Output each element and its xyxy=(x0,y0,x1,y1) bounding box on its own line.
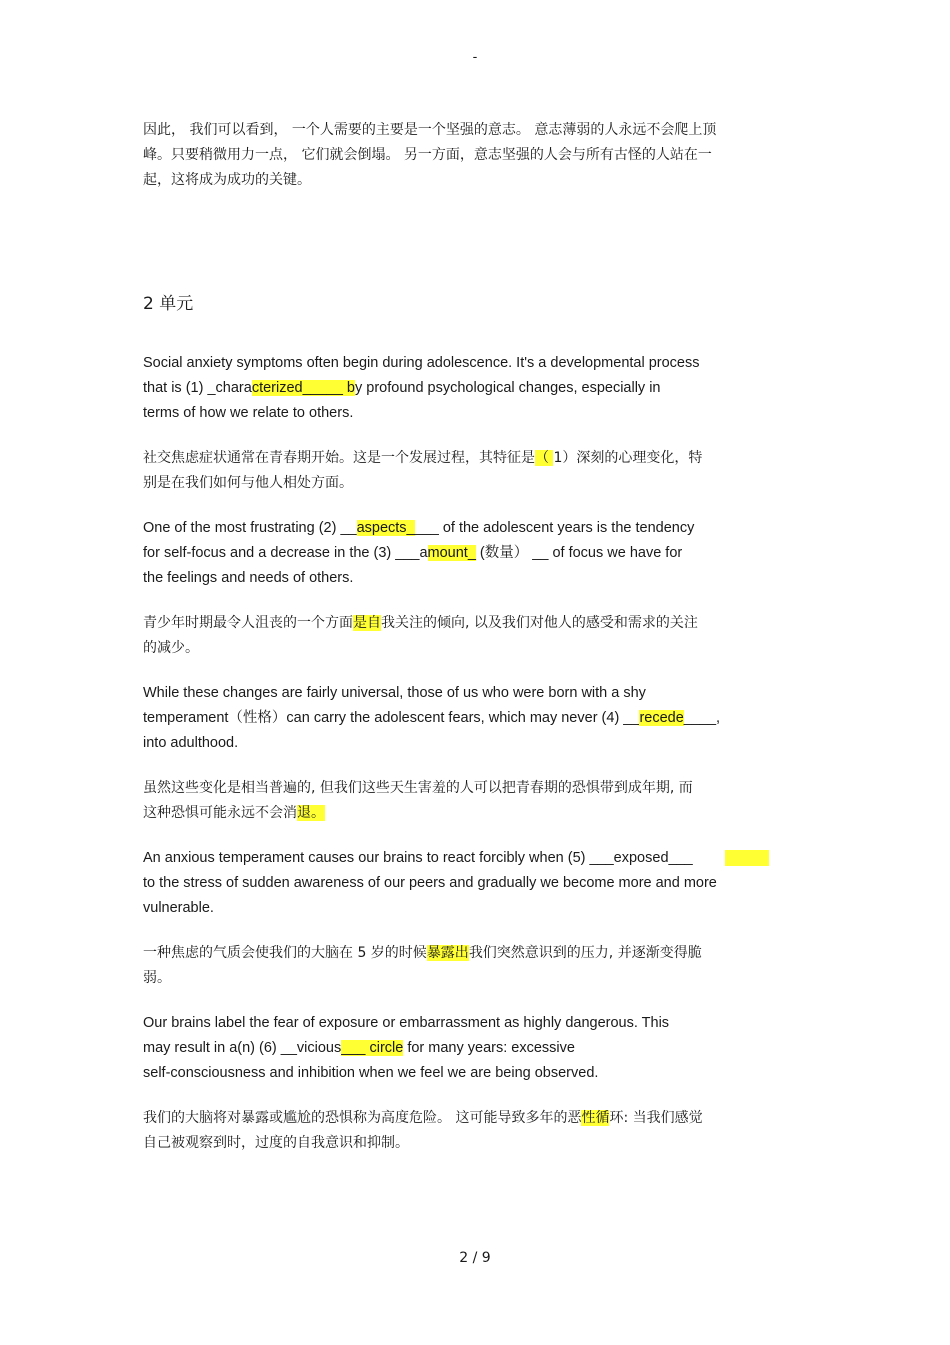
text-line: the feelings and needs of others. xyxy=(143,570,354,586)
text-run: 社交焦虑症状通常在青春期开始。这是一个发展过程，其特征是 xyxy=(143,450,535,466)
text-line: Our brains label the fear of exposure or embarrassment as highly dangerous. This xyxy=(143,1015,670,1031)
text-line: 虽然这些变化是相当普遍的, 但我们这些天生害羞的人可以把青春期的恐惧带到成年期, 而 xyxy=(143,780,693,796)
text-run: One of the most frustrating (2) __ xyxy=(143,520,357,536)
text-run: for self-focus and a decrease in the (3) ___a xyxy=(143,545,428,561)
highlight-zh-1: （ xyxy=(535,450,554,466)
paragraph-3-en xyxy=(143,681,808,756)
highlight-zh-4: 暴露出 xyxy=(426,945,469,961)
highlight-answer-1: cterized_____ b xyxy=(251,380,355,396)
text-run: for many years: excessive xyxy=(403,1040,575,1056)
intro-paragraph-zh xyxy=(143,118,808,193)
text-line: vulnerable. xyxy=(143,900,214,916)
highlight-zh-2: 是自 xyxy=(353,615,381,631)
text-run: (数量） __ of focus we have for xyxy=(475,545,683,561)
paragraph-1-en xyxy=(143,351,808,426)
text-line: 峰。只要稍微用力一点， 它们就会倒塌。 另一方面，意志坚强的人会与所有古怪的人站在一 xyxy=(143,147,712,163)
text-line: into adulthood. xyxy=(143,735,239,751)
text-run: 环: 当我们感觉 xyxy=(609,1110,703,1126)
text-line: self-consciousness and inhibition when we feel we are being observed. xyxy=(143,1065,599,1081)
text-line: 起，这将成为成功的关键。 xyxy=(143,172,311,188)
paragraph-2-zh xyxy=(143,611,808,661)
text-line: 的减少。 xyxy=(143,640,199,656)
highlight-answer-3: mount_ xyxy=(427,545,476,561)
text-line: Social anxiety symptoms often begin during adolescence. It's a developmental process xyxy=(143,355,700,371)
paragraph-5-en xyxy=(143,1011,808,1086)
highlight-zh-3: 退。 xyxy=(297,805,325,821)
text-run: 青少年时期最令人沮丧的一个方面 xyxy=(143,615,353,631)
page-number: 2 / 9 xyxy=(459,1250,491,1266)
text-run: 我关注的倾向, 以及我们对他人的感受和需求的关注 xyxy=(381,615,698,631)
text-line: terms of how we relate to others. xyxy=(143,405,354,421)
highlight-answer-6: ___ circle xyxy=(341,1040,404,1056)
paragraph-5-zh xyxy=(143,1106,808,1156)
text-run: 一种焦虑的气质会使我们的大脑在 5 岁的时候 xyxy=(143,945,427,961)
text-line: 自己被观察到时，过度的自我意识和抑制。 xyxy=(143,1135,409,1151)
unit-title: 2 单元 xyxy=(143,294,194,314)
document-body xyxy=(143,118,808,1156)
paragraph-2-en xyxy=(143,516,808,591)
paragraph-3-zh xyxy=(143,776,808,826)
text-run: An anxious temperament causes our brains to react forcibly when (5) ___exposed___ xyxy=(143,850,725,866)
text-run: 我们突然意识到的压力, 并逐渐变得脆 xyxy=(468,945,702,961)
text-run: 1）深刻的心理变化，特 xyxy=(553,450,703,466)
highlight-zh-5: 性循 xyxy=(581,1110,610,1126)
text-run: that is (1) _chara xyxy=(143,380,252,396)
highlight-answer-5 xyxy=(725,850,769,866)
text-line: to the stress of sudden awareness of our peers and gradually we become more and more xyxy=(143,875,717,891)
highlight-answer-4: recede xyxy=(639,710,684,726)
text-run: ____, xyxy=(683,710,721,726)
header-mark: - xyxy=(472,50,478,65)
text-run: y profound psychological changes, especially in xyxy=(355,380,661,396)
text-line: 弱。 xyxy=(143,970,171,986)
text-run: may result in a(n) (6) __vicious xyxy=(143,1040,342,1056)
text-run: temperament（性格）can carry the adolescent fears, which may never (4) __ xyxy=(143,710,640,726)
highlight-answer-2: aspects_ xyxy=(356,520,415,536)
text-run: 我们的大脑将对暴露或尴尬的恐惧称为高度危险。 这可能导致多年的恶 xyxy=(143,1110,582,1126)
paragraph-4-zh xyxy=(143,941,808,991)
text-run: ___ of the adolescent years is the tendency xyxy=(414,520,695,536)
text-line: While these changes are fairly universal, those of us who were born with a shy xyxy=(143,685,646,701)
paragraph-4-en xyxy=(143,846,808,921)
paragraph-1-zh xyxy=(143,446,808,496)
text-line: 别是在我们如何与他人相处方面。 xyxy=(143,475,353,491)
text-line: 因此， 我们可以看到， 一个人需要的主要是一个坚强的意志。 意志薄弱的人永远不会爬上顶 xyxy=(143,122,717,138)
text-run: 这种恐惧可能永远不会消 xyxy=(143,805,297,821)
